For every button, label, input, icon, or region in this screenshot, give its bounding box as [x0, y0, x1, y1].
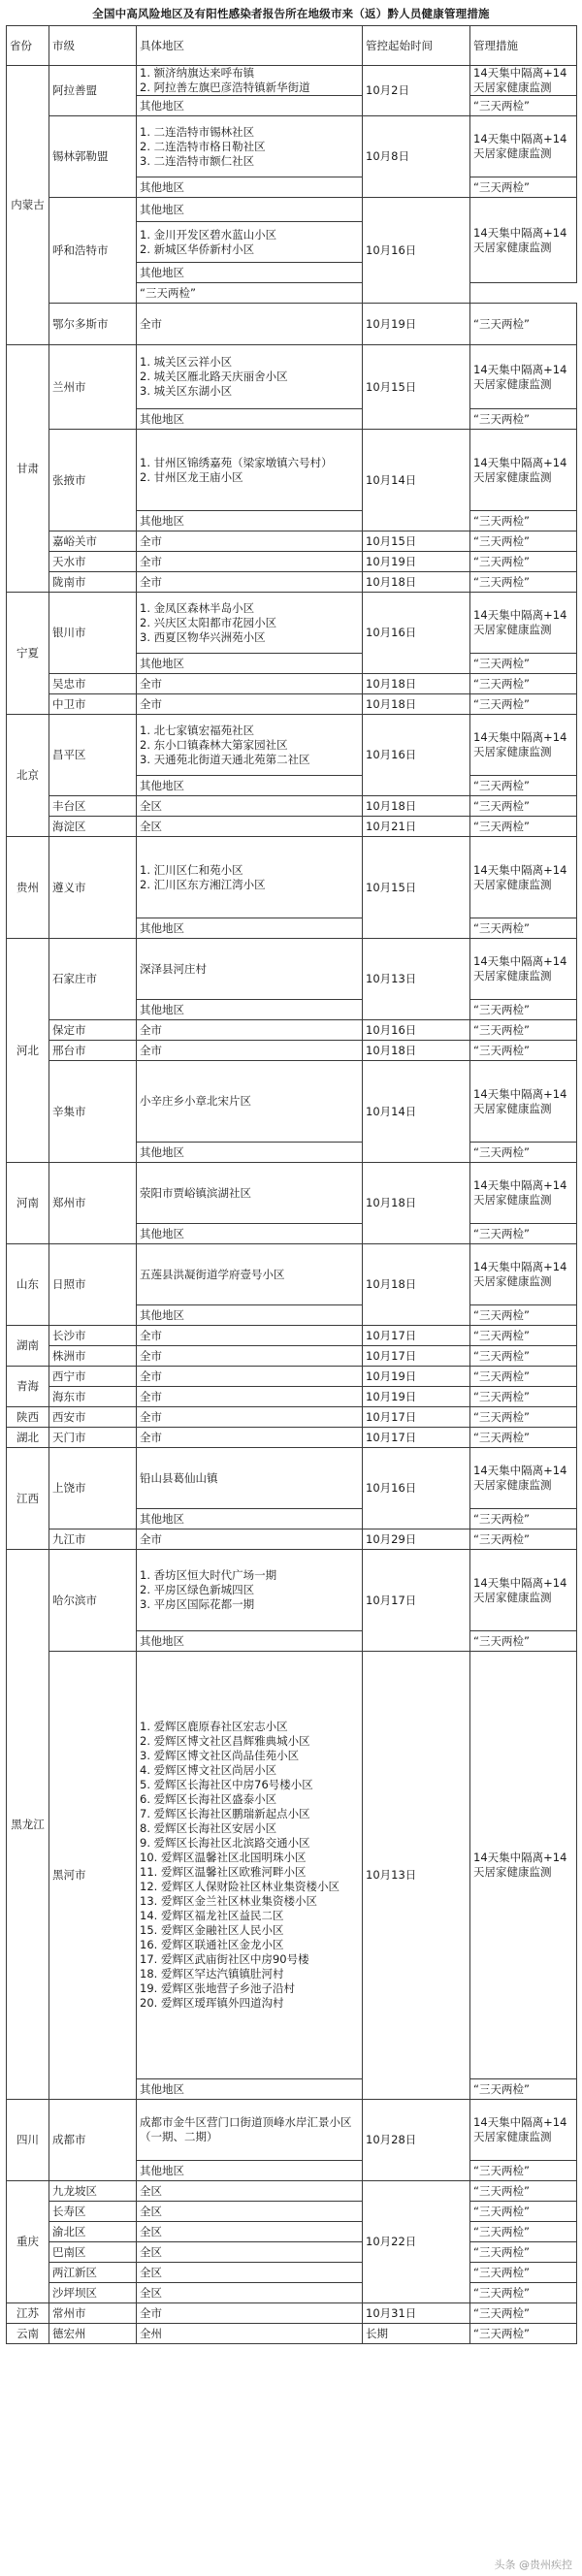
table-cell: 10月18日	[363, 1244, 470, 1326]
table-cell: 九龙坡区	[49, 2181, 137, 2202]
table-row	[7, 1041, 577, 1061]
table-cell: 石家庄市	[49, 939, 137, 1020]
table-cell: 四川	[7, 2100, 49, 2181]
table-cell: “三天两检”	[470, 96, 577, 116]
table-cell: 全市	[137, 1530, 363, 1550]
table-cell: 荥阳市贾峪镇滨湖社区	[137, 1163, 363, 1224]
table-cell: 10月28日	[363, 2100, 470, 2181]
table-cell: 10月17日	[363, 1428, 470, 1448]
table-cell: 14天集中隔离+14天居家健康监测	[470, 1061, 577, 1143]
table-cell: 1. 爱辉区鹿原春社区宏志小区 2. 爱辉区博文社区昌辉雅典城小区 3. 爱辉区博文社区尚品佳苑小区 4. 爱辉区博文社区尚居小区 5. 爱辉区长海社区中房76号楼小区 6. 爱辉区长海社区盛泰小区 7. 爱辉区长海社区鹏瑞新起点小区 8. 爱辉区长海社区安居小区 9. 爱辉区长海社区北滨路交通小区 10. 爱辉区温馨社区北国明珠小区 11. 爱辉区温馨社区欧雅河畔小区 12. 爱辉区人保财险社区林业集资楼小区 13. 爱辉区金兰社区林业集资楼小区 14. 爱辉区福龙社区益民二区 15. 爱辉区金融社区人民小区 16. 爱辉区联通社区金龙小区 17. 爱辉区武庙街社区中房90号楼 18. 爱辉区罕达汽镇镇肚河村 19. 爱辉区张地营子乡池子沿村 20. 爱辉区瑷珲镇外四道沟村	[137, 1652, 363, 2079]
table-row	[7, 1326, 577, 1346]
table-cell: 哈尔滨市	[49, 1550, 137, 1652]
table-cell: 14天集中隔离+14天居家健康监测	[470, 66, 577, 96]
table-row	[7, 1448, 577, 1509]
table-row	[7, 1407, 577, 1428]
table-cell: 鄂尔多斯市	[49, 304, 137, 345]
table-row	[7, 2100, 577, 2161]
table-row	[7, 1428, 577, 1448]
table-row	[7, 694, 577, 715]
table-cell: 江苏	[7, 2303, 49, 2324]
table-header-row	[7, 26, 577, 66]
table-cell: “三天两检”	[470, 2324, 577, 2344]
table-cell: 重庆	[7, 2181, 49, 2303]
table-cell: 全市	[137, 2303, 363, 2324]
table-cell: 14天集中隔离+14天居家健康监测	[470, 939, 577, 1000]
table-cell: 10月16日	[363, 593, 470, 674]
table-row	[7, 66, 577, 96]
table-cell: 10月15日	[363, 345, 470, 430]
table-cell: 长期	[363, 2324, 470, 2344]
table-cell: 日照市	[49, 1244, 137, 1326]
table-cell: 10月14日	[363, 430, 470, 531]
table-cell: 14天集中隔离+14天居家健康监测	[470, 837, 577, 918]
table-cell: 呼和浩特市	[49, 198, 137, 304]
table-cell: 10月21日	[363, 817, 470, 837]
table-cell: 全区	[137, 817, 363, 837]
table-cell: 14天集中隔离+14天居家健康监测	[470, 198, 577, 283]
table-cell: “三天两检”	[470, 1020, 577, 1041]
table-cell: 全市	[137, 1428, 363, 1448]
table-cell: “三天两检”	[470, 1326, 577, 1346]
table-cell: 1. 金凤区森林半岛小区 2. 兴庆区太阳都市花园小区 3. 西夏区物华兴洲苑小区	[137, 593, 363, 654]
table-cell: 其他地区	[137, 177, 363, 198]
table-cell: 14天集中隔离+14天居家健康监测	[470, 345, 577, 409]
table-cell: “三天两检”	[470, 409, 577, 430]
table-row	[7, 674, 577, 694]
table-row	[7, 1061, 577, 1143]
table-cell: 10月17日	[363, 1346, 470, 1367]
table-row	[7, 2324, 577, 2344]
table-cell: 1. 北七家镇宏福苑社区 2. 东小口镇森林大第家园社区 3. 天通苑北街道天通北苑第二社区	[137, 715, 363, 776]
table-row	[7, 1020, 577, 1041]
table-cell: 两江新区	[49, 2263, 137, 2283]
table-cell: 宁夏	[7, 593, 49, 715]
table-cell: 10月2日	[363, 66, 470, 116]
table-cell: 全市	[137, 531, 363, 552]
table-cell: 全市	[137, 1346, 363, 1367]
table-cell: 五莲县洪凝街道学府壹号小区	[137, 1244, 363, 1305]
table-cell: “三天两检”	[470, 796, 577, 817]
table-cell: 辛集市	[49, 1061, 137, 1163]
table-cell: 全区	[137, 2202, 363, 2222]
table-cell: 其他地区	[137, 263, 363, 283]
table-row	[7, 531, 577, 552]
table-row	[7, 939, 577, 1000]
table-cell: 10月29日	[363, 1530, 470, 1550]
table-cell: “三天两检”	[470, 572, 577, 593]
table-cell: 云南	[7, 2324, 49, 2344]
table-cell: 兰州市	[49, 345, 137, 430]
table-row	[7, 2283, 577, 2303]
table-cell: 14天集中隔离+14天居家健康监测	[470, 1163, 577, 1224]
table-cell: 银川市	[49, 593, 137, 674]
table-cell: 全市	[137, 694, 363, 715]
table-cell: 株洲市	[49, 1346, 137, 1367]
table-row	[7, 430, 577, 511]
table-cell: 1. 香坊区恒大时代广场一期 2. 平房区绿色新城四区 3. 平房区国际花都一期	[137, 1550, 363, 1631]
watermark: 头条 @贵州疾控	[494, 2559, 572, 2571]
table-cell: “三天两检”	[470, 1041, 577, 1061]
table-cell: 14天集中隔离+14天居家健康监测	[470, 1652, 577, 2079]
table-cell: 其他地区	[137, 1143, 363, 1163]
table-cell: 德宏州	[49, 2324, 137, 2344]
table-cell: 14天集中隔离+14天居家健康监测	[470, 1448, 577, 1509]
table-cell: 内蒙古	[7, 66, 49, 345]
table-cell: 10月16日	[363, 1448, 470, 1530]
table-row	[7, 837, 577, 918]
table-row	[7, 817, 577, 837]
table-cell: 黑河市	[49, 1652, 137, 2100]
table-cell: “三天两检”	[470, 304, 577, 345]
table-cell: 河南	[7, 1163, 49, 1244]
table-cell: “三天两检”	[470, 1224, 577, 1244]
table-row	[7, 572, 577, 593]
table-cell: 全市	[137, 304, 363, 345]
table-cell: 1. 金川开发区碧水蓝山小区 2. 新城区华侨新村小区	[137, 222, 363, 263]
table-cell: 全市	[137, 572, 363, 593]
table-row	[7, 796, 577, 817]
table-cell: 阿拉善盟	[49, 66, 137, 116]
table-row	[7, 1387, 577, 1407]
table-cell: 张掖市	[49, 430, 137, 531]
policy-table	[6, 25, 577, 2344]
table-row	[7, 1550, 577, 1631]
table-cell: 10月16日	[363, 1020, 470, 1041]
table-cell: “三天两检”	[470, 674, 577, 694]
table-cell: 常州市	[49, 2303, 137, 2324]
table-row	[7, 2263, 577, 2283]
table-cell: 长沙市	[49, 1326, 137, 1346]
table-row	[7, 198, 577, 222]
table-cell: “三天两检”	[470, 2161, 577, 2181]
table-cell: 10月19日	[363, 1387, 470, 1407]
table-cell: 昌平区	[49, 715, 137, 796]
table-cell: 沙坪坝区	[49, 2283, 137, 2303]
table-cell: 10月13日	[363, 939, 470, 1020]
table-cell: 其他地区	[137, 1631, 363, 1652]
table-cell: “三天两检”	[470, 694, 577, 715]
table-cell: 天水市	[49, 552, 137, 572]
table-cell: “三天两检”	[470, 2222, 577, 2242]
table-cell: 邢台市	[49, 1041, 137, 1061]
table-cell: 全市	[137, 1041, 363, 1061]
table-row	[7, 2222, 577, 2242]
table-cell: 陇南市	[49, 572, 137, 593]
table-cell: 其他地区	[137, 96, 363, 116]
table-cell: 其他地区	[137, 776, 363, 796]
table-row	[7, 2181, 577, 2202]
table-cell: 14天集中隔离+14天居家健康监测	[470, 593, 577, 654]
table-cell: 全区	[137, 2181, 363, 2202]
table-cell: “三天两检”	[470, 654, 577, 674]
table-cell: “三天两检”	[470, 2283, 577, 2303]
table-cell: 14天集中隔离+14天居家健康监测	[470, 1244, 577, 1305]
table-cell: “三天两检”	[137, 283, 363, 304]
table-row	[7, 2202, 577, 2222]
table-cell: 锡林郭勒盟	[49, 116, 137, 198]
table-row	[7, 593, 577, 654]
table-cell: 吴忠市	[49, 674, 137, 694]
table-cell: 10月19日	[363, 304, 470, 345]
table-cell: 1. 二连浩特市锡林社区 2. 二连浩特市格日勒社区 3. 二连浩特市额仁社区	[137, 116, 363, 177]
table-cell: 青海	[7, 1367, 49, 1407]
table-cell: 铅山县葛仙山镇	[137, 1448, 363, 1509]
table-cell: 10月14日	[363, 1061, 470, 1163]
table-cell: 14天集中隔离+14天居家健康监测	[470, 2100, 577, 2161]
table-cell: 其他地区	[137, 1509, 363, 1530]
table-cell: 全市	[137, 1387, 363, 1407]
table-cell: 湖北	[7, 1428, 49, 1448]
table-cell: 成都市金牛区营门口街道顶峰水岸汇景小区（一期、二期）	[137, 2100, 363, 2161]
table-cell: 西安市	[49, 1407, 137, 1428]
table-row	[7, 552, 577, 572]
table-cell: 嘉峪关市	[49, 531, 137, 552]
table-row	[7, 1367, 577, 1387]
table-cell: “三天两检”	[470, 2181, 577, 2202]
table-cell: 遵义市	[49, 837, 137, 939]
table-cell: 全市	[137, 1367, 363, 1387]
table-cell: 10月17日	[363, 1407, 470, 1428]
table-cell: “三天两检”	[470, 1367, 577, 1387]
table-cell: 天门市	[49, 1428, 137, 1448]
table-cell: 1. 汇川区仁和苑小区 2. 汇川区东方湘江湾小区	[137, 837, 363, 918]
table-cell: 10月18日	[363, 674, 470, 694]
table-cell: “三天两检”	[470, 1346, 577, 1367]
table-cell: 10月19日	[363, 1367, 470, 1387]
table-cell: 10月18日	[363, 694, 470, 715]
header-area: 具体地区	[137, 26, 363, 66]
table-cell: 其他地区	[137, 654, 363, 674]
table-cell: 1. 额济纳旗达来呼布镇 2. 阿拉善左旗巴彦浩特镇新华街道	[137, 66, 363, 96]
table-cell: “三天两检”	[470, 1631, 577, 1652]
header-measures: 管理措施	[470, 26, 577, 66]
table-cell: 全区	[137, 2283, 363, 2303]
table-row	[7, 2303, 577, 2324]
table-cell: 其他地区	[137, 1305, 363, 1326]
table-cell: 14天集中隔离+14天居家健康监测	[470, 116, 577, 177]
table-cell: “三天两检”	[470, 2079, 577, 2100]
table-cell: 其他地区	[137, 918, 363, 939]
table-cell: “三天两检”	[470, 918, 577, 939]
table-cell: 14天集中隔离+14天居家健康监测	[470, 1550, 577, 1631]
table-cell: “三天两检”	[470, 1509, 577, 1530]
table-cell: 14天集中隔离+14天居家健康监测	[470, 715, 577, 776]
table-cell: 10月16日	[363, 715, 470, 796]
table-row	[7, 715, 577, 776]
table-cell: 其他地区	[137, 511, 363, 531]
table-cell: 全区	[137, 2263, 363, 2283]
table-cell: 全市	[137, 674, 363, 694]
table-cell: 其他地区	[137, 409, 363, 430]
table-cell: “三天两检”	[470, 511, 577, 531]
table-cell: 渝北区	[49, 2222, 137, 2242]
table-cell: “三天两检”	[470, 1407, 577, 1428]
table-cell: 其他地区	[137, 198, 363, 222]
table-row	[7, 1244, 577, 1305]
table-cell: 全州	[137, 2324, 363, 2344]
table-cell: “三天两检”	[470, 2263, 577, 2283]
table-cell: “三天两检”	[470, 776, 577, 796]
table-cell: 甘肃	[7, 345, 49, 593]
table-row	[7, 1652, 577, 2079]
table-cell: 成都市	[49, 2100, 137, 2181]
table-cell: 全市	[137, 1407, 363, 1428]
table-cell: “三天两检”	[470, 1530, 577, 1550]
table-cell: “三天两检”	[470, 552, 577, 572]
header-province: 省份	[7, 26, 49, 66]
table-cell: 上饶市	[49, 1448, 137, 1530]
table-cell: 10月17日	[363, 1550, 470, 1652]
table-cell: 14天集中隔离+14天居家健康监测	[470, 430, 577, 511]
table-row	[7, 1530, 577, 1550]
table-cell: 全区	[137, 2222, 363, 2242]
table-cell: “三天两检”	[470, 177, 577, 198]
table-cell: 全市	[137, 552, 363, 572]
table-cell: 其他地区	[137, 2079, 363, 2100]
table-cell: 全市	[137, 1020, 363, 1041]
table-cell: “三天两检”	[470, 1428, 577, 1448]
table-cell: 10月13日	[363, 1652, 470, 2100]
table-row	[7, 2242, 577, 2263]
table-cell: 深泽县河庄村	[137, 939, 363, 1000]
table-cell: 丰台区	[49, 796, 137, 817]
table-row	[7, 1346, 577, 1367]
table-cell: 全区	[137, 2242, 363, 2263]
table-cell: “三天两检”	[470, 2202, 577, 2222]
header-city: 市级	[49, 26, 137, 66]
table-cell: “三天两检”	[470, 1143, 577, 1163]
table-cell: 全市	[137, 1326, 363, 1346]
table-cell: 10月17日	[363, 1326, 470, 1346]
table-cell: 10月8日	[363, 116, 470, 198]
table-cell: 中卫市	[49, 694, 137, 715]
table-cell: “三天两检”	[470, 2303, 577, 2324]
table-cell: 九江市	[49, 1530, 137, 1550]
table-cell: 陕西	[7, 1407, 49, 1428]
table-cell: 西宁市	[49, 1367, 137, 1387]
table-cell: “三天两检”	[470, 1305, 577, 1326]
table-cell: 全区	[137, 796, 363, 817]
table-cell: 10月19日	[363, 552, 470, 572]
table-cell: 其他地区	[137, 1000, 363, 1020]
table-cell: 山东	[7, 1244, 49, 1326]
table-cell: 10月31日	[363, 2303, 470, 2324]
table-cell: 10月22日	[363, 2181, 470, 2303]
table-cell: 郑州市	[49, 1163, 137, 1244]
header-start-time: 管控起始时间	[363, 26, 470, 66]
table-cell: 10月18日	[363, 572, 470, 593]
table-cell: 其他地区	[137, 1224, 363, 1244]
table-cell: 10月16日	[363, 198, 470, 304]
table-cell: “三天两检”	[470, 531, 577, 552]
table-cell: 巴南区	[49, 2242, 137, 2263]
table-cell: 贵州	[7, 837, 49, 939]
table-cell: 黑龙江	[7, 1550, 49, 2100]
table-cell: 海东市	[49, 1387, 137, 1407]
table-cell: 海淀区	[49, 817, 137, 837]
table-cell: 湖南	[7, 1326, 49, 1367]
table-cell: 10月18日	[363, 796, 470, 817]
table-cell: “三天两检”	[470, 1000, 577, 1020]
table-cell: 1. 城关区云祥小区 2. 城关区雁北路天庆丽舍小区 3. 城关区东湖小区	[137, 345, 363, 409]
page-title: 全国中高风险地区及有阳性感染者报告所在地级市来（返）黔人员健康管理措施	[92, 7, 490, 20]
table-cell: 长寿区	[49, 2202, 137, 2222]
table-cell: 江西	[7, 1448, 49, 1550]
table-body	[7, 66, 577, 2344]
table-cell: 保定市	[49, 1020, 137, 1041]
table-cell: 10月15日	[363, 531, 470, 552]
table-cell: 其他地区	[137, 2161, 363, 2181]
table-row	[7, 304, 577, 344]
table-cell: 河北	[7, 939, 49, 1163]
table-cell: “三天两检”	[470, 1387, 577, 1407]
table-cell: 1. 甘州区锦绣嘉苑（梁家墩镇六号村） 2. 甘州区龙王庙小区	[137, 430, 363, 511]
table-cell: 10月18日	[363, 1041, 470, 1061]
table-cell: 北京	[7, 715, 49, 837]
table-cell: 10月18日	[363, 1163, 470, 1244]
table-cell: 小辛庄乡小章北宋片区	[137, 1061, 363, 1143]
table-row	[7, 345, 577, 409]
table-cell: “三天两检”	[470, 2242, 577, 2263]
table-row	[7, 1163, 577, 1224]
table-cell: 10月15日	[363, 837, 470, 939]
table-cell: “三天两检”	[470, 817, 577, 837]
table-row	[7, 116, 577, 177]
